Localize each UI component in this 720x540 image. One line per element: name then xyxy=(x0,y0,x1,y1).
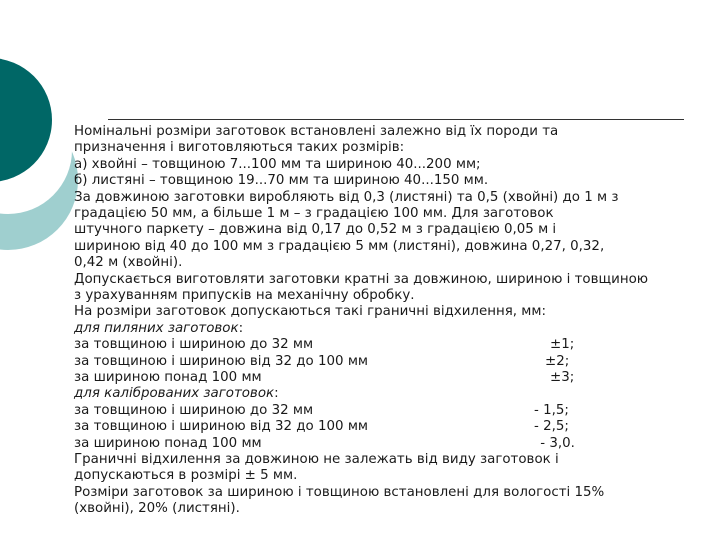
teal-circles-decoration xyxy=(0,0,80,300)
paragraph-multiples: Допускається виготовляти заготовки кратні за довжиною, шириною і товщиною з урахуванням припусків на механічну обробку. xyxy=(74,271,649,304)
document-body xyxy=(74,124,714,518)
sawn-heading: для пиляних заготовок xyxy=(74,320,239,336)
calibrated-row-3: за шириною понад 100 мм - 3,0. xyxy=(74,435,575,451)
title-divider-line xyxy=(108,119,684,120)
sawn-row-2: за товщиною і шириною від 32 до 100 мм ±2; xyxy=(74,353,570,369)
paragraph-length-deviation: Граничні відхилення за довжиною не залежать від виду заготовок і допускаються в розмірі ± 5 мм. xyxy=(74,452,559,484)
paragraph-nominal-sizes: Номінальні розміри заготовок встановлені залежно від їх породи та призначення і виготовляються таких розмірів: xyxy=(74,124,559,156)
paragraph-softwood: а) хвойні – товщиною 7...100 мм та шириною 40...200 мм; xyxy=(74,156,481,172)
paragraph-deviations-intro: На розміри заготовок допускаються такі граничні відхилення, мм: xyxy=(74,304,547,320)
sawn-row-1: за товщиною і шириною до 32 мм ±1; xyxy=(74,337,575,353)
calibrated-row-2: за товщиною і шириною від 32 до 100 мм - 2,5; xyxy=(74,419,569,435)
calibrated-heading-row: для каліброваних заготовок : xyxy=(74,386,279,402)
calibrated-row-1: за товщиною і шириною до 32 мм - 1,5; xyxy=(74,402,569,418)
paragraph-hardwood: б) листяні – товщиною 19...70 мм та шириною 40...150 мм. xyxy=(74,173,489,189)
calibrated-heading: для каліброваних заготовок xyxy=(74,386,275,402)
sawn-row-3: за шириною понад 100 мм ±3; xyxy=(74,370,575,386)
paragraph-length: За довжиною заготовки виробляють від 0,3 (листяні) та 0,5 (хвойні) до 1 м з градацією 50 мм, а більше 1 м – з градацією 100 мм. Для заготовок штучного паркету – довжина від 0,17 до 0,52 м з градацією 0,05 м і шириною від 40 до 100 мм з градацією 5 мм (листяні), довжина 0,27, 0,32, 0,42 м (хвойні). xyxy=(74,189,619,271)
paragraph-moisture: Розміри заготовок за шириною і товщиною встановлені для вологості 15% (хвойні), 20% (листяні). xyxy=(74,484,605,517)
sawn-heading-row: для пиляних заготовок : xyxy=(74,320,244,336)
